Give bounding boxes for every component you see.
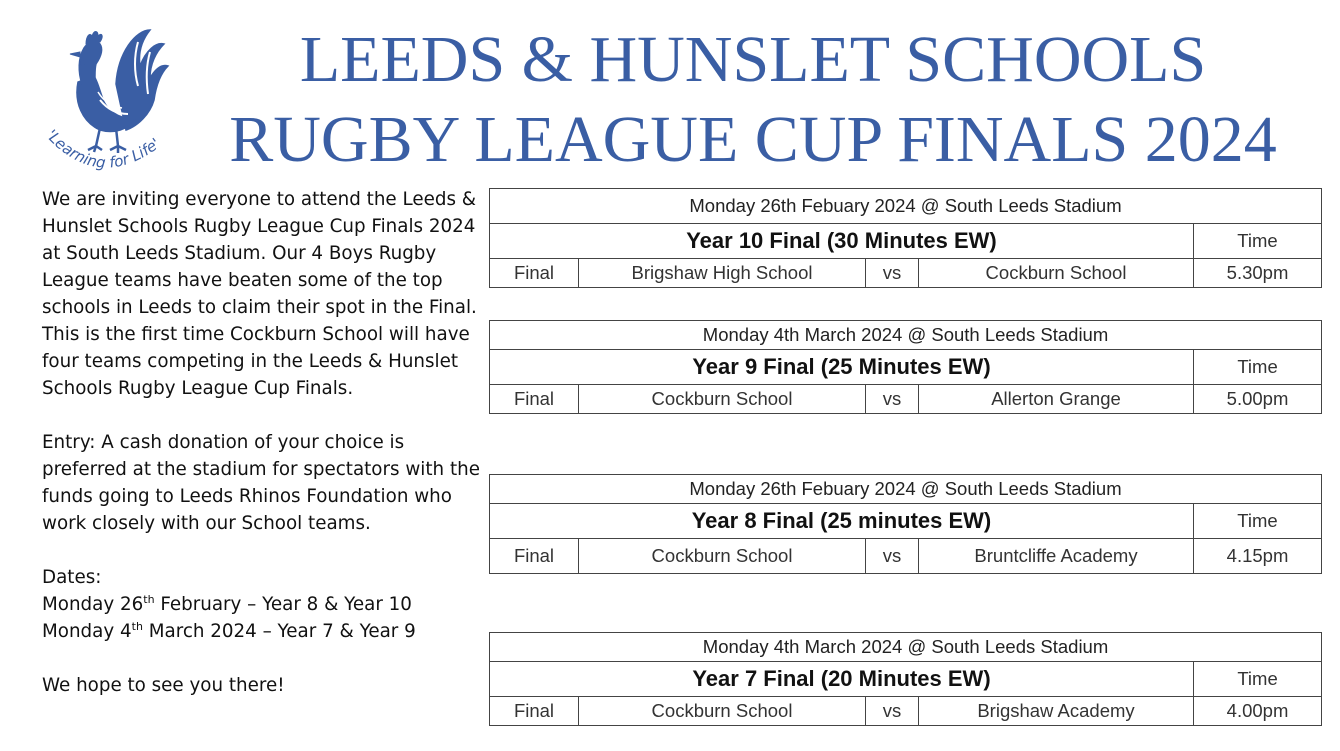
fixture-date-row	[490, 189, 1322, 224]
rooster-icon	[38, 22, 178, 182]
home-team: Cockburn School	[579, 697, 866, 726]
entry-paragraph: Entry: A cash donation of your choice is preferred at the stadium for spectators with the funds going to Leeds Rhinos Foundation who work closely with our School teams.	[42, 432, 480, 534]
fixture-table-year7	[489, 632, 1322, 726]
fixture-header-row	[490, 504, 1322, 539]
kickoff-time: 4.15pm	[1194, 539, 1322, 574]
home-team: Brigshaw High School	[579, 259, 866, 288]
fixture-date-row	[490, 321, 1322, 350]
fixture-match-row	[490, 697, 1322, 726]
fixture-date: Monday 4th March 2024 @ South Leeds Stadium	[490, 321, 1322, 350]
fixture-match-row	[490, 385, 1322, 414]
time-header: Time	[1194, 504, 1322, 539]
time-header: Time	[1194, 662, 1322, 697]
fixture-date: Monday 4th March 2024 @ South Leeds Stadium	[490, 633, 1322, 662]
fixture-table-year8	[489, 474, 1322, 574]
fixture-date-row	[490, 633, 1322, 662]
date-line-1: Monday 26th February – Year 8 & Year 10	[42, 593, 412, 615]
away-team: Bruntcliffe Academy	[919, 539, 1194, 574]
round-cell: Final	[490, 539, 579, 574]
fixture-table-year9	[489, 320, 1322, 414]
fixture-table-year10	[489, 188, 1322, 288]
time-header: Time	[1194, 350, 1322, 385]
fixture-match-row	[490, 539, 1322, 574]
final-title: Year 8 Final (25 minutes EW)	[490, 504, 1194, 539]
school-logo	[38, 22, 178, 182]
final-title: Year 7 Final (20 Minutes EW)	[490, 662, 1194, 697]
vs-cell: vs	[866, 259, 919, 288]
vs-cell: vs	[866, 697, 919, 726]
round-cell: Final	[490, 385, 579, 414]
intro-text	[42, 186, 486, 699]
away-team: Allerton Grange	[919, 385, 1194, 414]
kickoff-time: 5.30pm	[1194, 259, 1322, 288]
fixture-date: Monday 26th Febuary 2024 @ South Leeds Stadium	[490, 475, 1322, 504]
title-line-1: LEEDS & HUNSLET SCHOOLS	[299, 23, 1207, 96]
vs-cell: vs	[866, 539, 919, 574]
intro-paragraph: We are inviting everyone to attend the Leeds & Hunslet Schools Rugby League Cup Finals 2024 at South Leeds Stadium. Our 4 Boys Rugby League teams have beaten some of the top schools in Leeds to claim their spot in the Final. This is the first time Cockburn School will have four teams competing in the Leeds & Hunslet Schools Rugby League Cup Finals.	[42, 189, 477, 399]
fixture-date-row	[490, 475, 1322, 504]
logo-motto: 'Learning for Life'	[42, 126, 164, 172]
closing-text: We hope to see you there!	[42, 675, 285, 696]
fixture-header-row	[490, 350, 1322, 385]
round-cell: Final	[490, 259, 579, 288]
kickoff-time: 4.00pm	[1194, 697, 1322, 726]
away-team: Cockburn School	[919, 259, 1194, 288]
svg-text:'Learning for Life'	[43, 126, 164, 172]
fixture-header-row	[490, 662, 1322, 697]
away-team: Brigshaw Academy	[919, 697, 1194, 726]
title-line-2: RUGBY LEAGUE CUP FINALS 2024	[229, 103, 1277, 176]
fixture-date: Monday 26th Febuary 2024 @ South Leeds Stadium	[490, 189, 1322, 224]
final-title: Year 9 Final (25 Minutes EW)	[490, 350, 1194, 385]
page-title	[200, 20, 1306, 180]
fixture-header-row	[490, 224, 1322, 259]
home-team: Cockburn School	[579, 385, 866, 414]
home-team: Cockburn School	[579, 539, 866, 574]
vs-cell: vs	[866, 385, 919, 414]
round-cell: Final	[490, 697, 579, 726]
kickoff-time: 5.00pm	[1194, 385, 1322, 414]
date-line-2: Monday 4th March 2024 – Year 7 & Year 9	[42, 620, 416, 642]
dates-label: Dates:	[42, 567, 102, 588]
fixture-match-row	[490, 259, 1322, 288]
time-header: Time	[1194, 224, 1322, 259]
final-title: Year 10 Final (30 Minutes EW)	[490, 224, 1194, 259]
